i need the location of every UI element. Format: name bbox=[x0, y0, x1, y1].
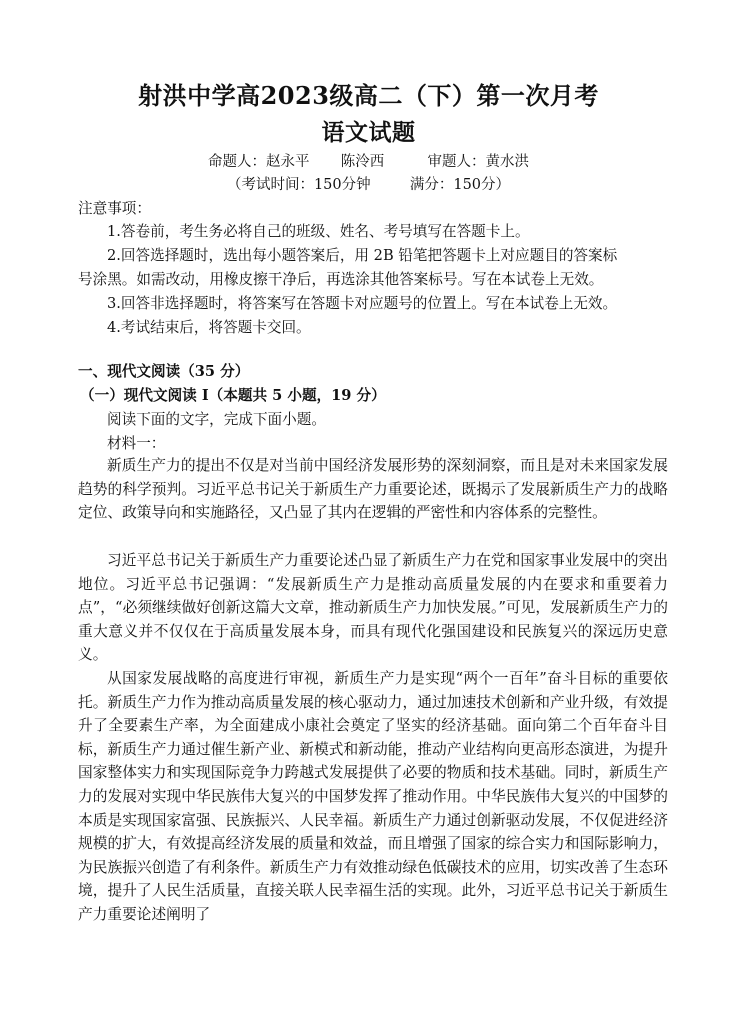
setter-label: 命题人：赵永平 bbox=[208, 154, 310, 170]
exam-time-score bbox=[0, 173, 737, 194]
notice-item-1: 1.答卷前，考生务必将自己的班级、姓名、考号填写在答题卡上。 bbox=[107, 223, 530, 240]
notice-heading: 注意事项： bbox=[78, 200, 151, 217]
exam-score: 满分：150分） bbox=[409, 177, 511, 193]
subsection-heading: （一）现代文阅读 I（本题共 5 小题，19 分） bbox=[80, 387, 386, 404]
section-heading: 一、现代文阅读（35 分） bbox=[78, 363, 250, 380]
exam-title: 射洪中学高2023级高二（下）第一次月考 bbox=[138, 81, 599, 110]
exam-subject: 语文试题 bbox=[321, 119, 416, 146]
notice-item-2: 2.回答选择题时，选出每小题答案后，用 2B 铅笔把答题卡上对应题目的答案标 bbox=[107, 247, 618, 264]
setter-second: 陈泠西 bbox=[340, 154, 385, 170]
notice-item-2-cont: 号涂黑。如需改动，用橡皮擦干净后，再选涂其他答案标号。写在本试卷上无效。 bbox=[78, 271, 604, 288]
notice-item-4: 4.考试结束后，将答题卡交回。 bbox=[107, 319, 311, 336]
notice-item-3: 3.回答非选择题时，将答案写在答题卡对应题号的位置上。写在本试卷上无效。 bbox=[107, 295, 618, 312]
paragraph-1: 新质生产力的提出不仅是对当前中国经济发展形势的深刻洞察，而且是对未来国家发展趋势的科学预判。习近平总书记关于新质生产力重要论述，既揭示了发展新质生产力的战略定位、政策导向和实施路径，又凸显了其内在逻辑的严密性和内容体系的完整性。 bbox=[78, 457, 668, 522]
exam-authors bbox=[0, 150, 737, 171]
reviewer-label: 审题人：黄水洪 bbox=[427, 154, 529, 170]
material-label: 材料一： bbox=[107, 435, 166, 452]
exam-time: （考试时间：150分钟 bbox=[226, 177, 371, 193]
paragraph-3: 从国家发展战略的高度进行审视，新质生产力是实现“两个一百年”奋斗目标的重要依托。新质生产力作为推动高质量发展的核心驱动力，通过加速技术创新和产业升级，有效提升了全要素生产率，为全面建成小康社会奠定了坚实的经济基础。面向第二个百年奋斗目标，新质生产力通过催生新产业、新模式和新动能，推动产业结构向更高形态演进，为提升国家整体实力和实现国际竞争力跨越式发展提供了必要的物质和技术基础。同时，新质生产力的发展对实现中华民族伟大复兴的中国梦发挥了推动作用。中华民族伟大复兴的中国梦的本质是实现国家富强、民族振兴、人民幸福。新质生产力通过创新驱动发展，不仅促进经济规模的扩大，有效提高经济发展的质量和效益，而且增强了国家的综合实力和国际影响力，为民族振兴创造了有利条件。新质生产力有效推动绿色低碳技术的应用，切实改善了生态环境，提升了人民生活质量，直接关联人民幸福生活的实现。此外，习近平总书记关于新质生产力重要论述阐明了 bbox=[78, 670, 668, 923]
reading-instruction: 阅读下面的文字，完成下面小题。 bbox=[107, 411, 326, 428]
paragraph-2: 习近平总书记关于新质生产力重要论述凸显了新质生产力在党和国家事业发展中的突出地位。习近平总书记强调：“发展新质生产力是推动高质量发展的内在要求和重要着力点”，“必须继续做好创新这篇大文章，推动新质生产力加快发展。”可见，发展新质生产力的重大意义并不仅仅在于高质量发展本身，而具有现代化强国建设和民族复兴的深远历史意义。 bbox=[78, 552, 668, 664]
